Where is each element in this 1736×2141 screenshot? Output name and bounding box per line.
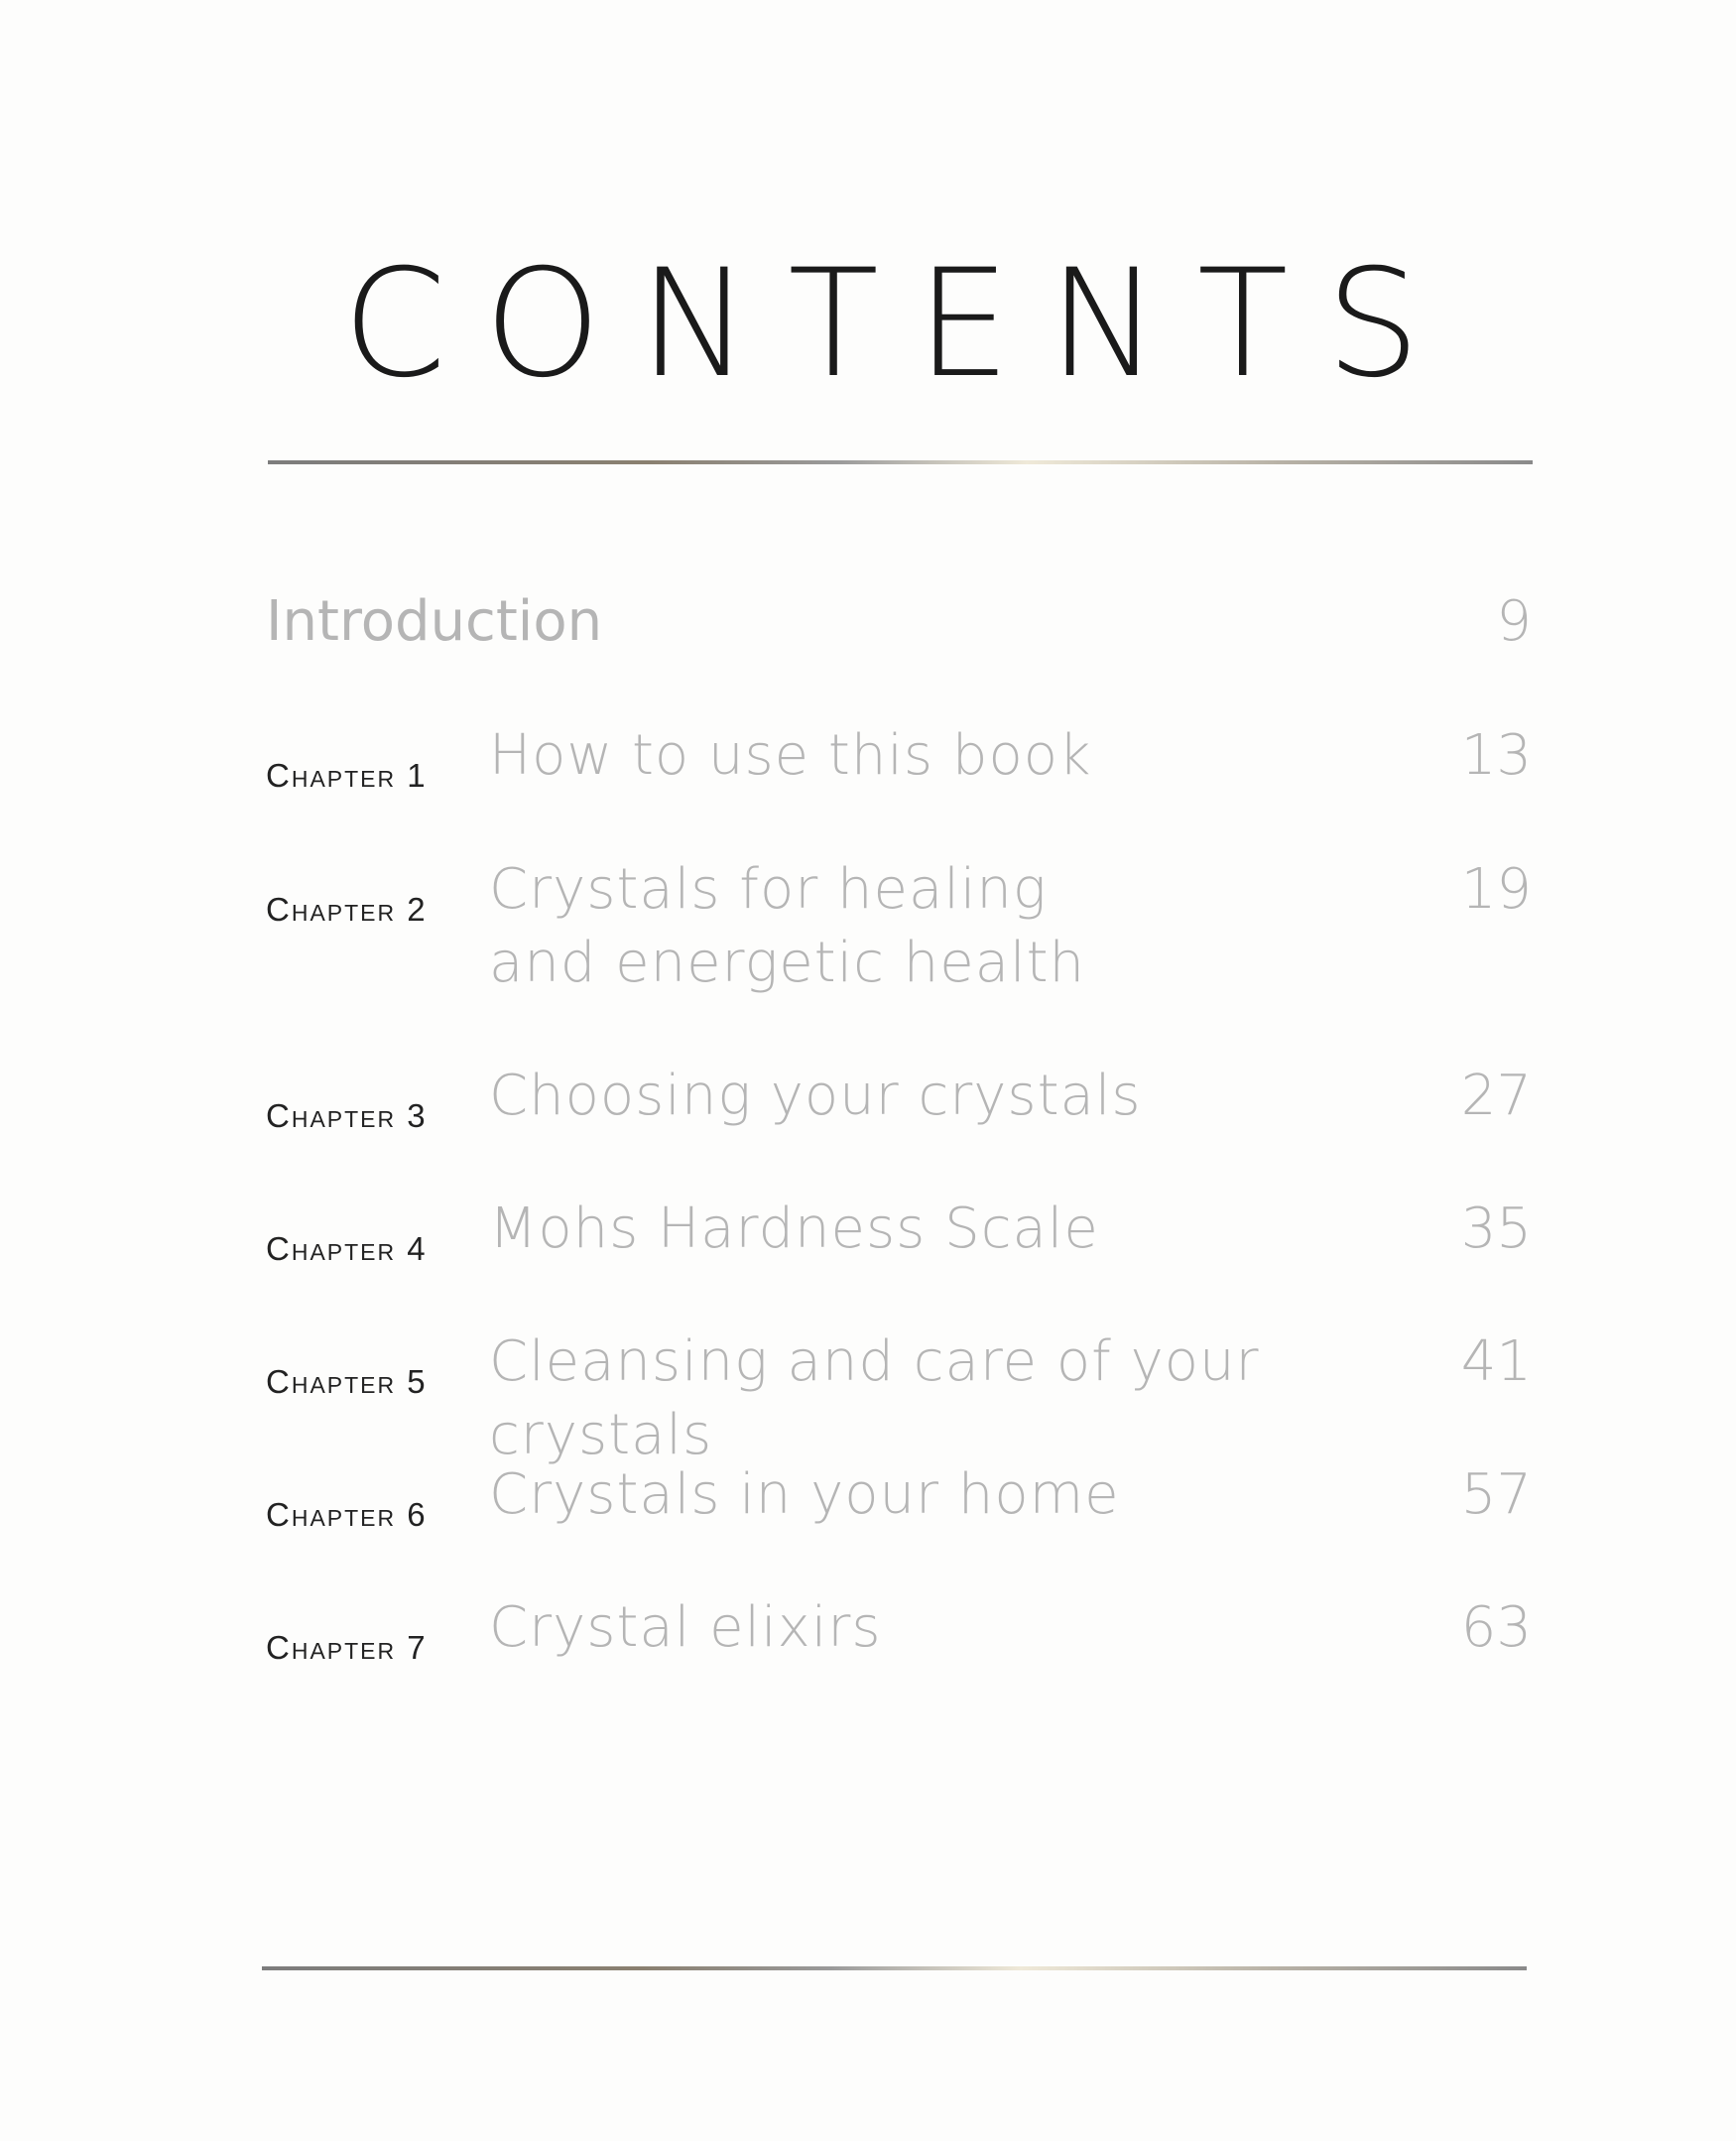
- chapter-title: Crystals for healing and energetic health: [489, 857, 1086, 995]
- chapter-label: Chapter 3: [266, 1097, 428, 1134]
- chapter-label: Chapter 1: [266, 757, 428, 794]
- page-number: 35: [1460, 1196, 1532, 1261]
- chapter-title: How to use this book: [489, 723, 1092, 788]
- page-number: 9: [1496, 589, 1532, 654]
- chapter-title: Mohs Hardness Scale: [489, 1196, 1099, 1261]
- page-number: 27: [1460, 1064, 1532, 1128]
- top-divider: [268, 460, 1533, 464]
- page-number: 63: [1460, 1595, 1532, 1660]
- chapter-label: Chapter 7: [266, 1629, 428, 1666]
- bottom-divider: [262, 1966, 1527, 1970]
- chapter-title: Crystals in your home: [489, 1462, 1120, 1527]
- chapter-title: Crystal elixirs: [489, 1595, 882, 1660]
- chapter-label: Chapter 2: [266, 891, 428, 928]
- chapter-label: Chapter 6: [266, 1496, 428, 1533]
- page-number: 41: [1460, 1329, 1532, 1394]
- chapter-title: Cleansing and care of your crystals: [489, 1329, 1260, 1467]
- page-number: 57: [1460, 1462, 1532, 1527]
- page-number: 13: [1460, 723, 1532, 788]
- page-number: 19: [1460, 857, 1532, 922]
- chapter-title: Choosing your crystals: [489, 1064, 1142, 1128]
- chapter-label: Chapter 5: [266, 1363, 428, 1400]
- page-title: CONTENTS: [342, 238, 1458, 411]
- entry-title: Introduction: [266, 589, 603, 654]
- chapter-label: Chapter 4: [266, 1230, 428, 1267]
